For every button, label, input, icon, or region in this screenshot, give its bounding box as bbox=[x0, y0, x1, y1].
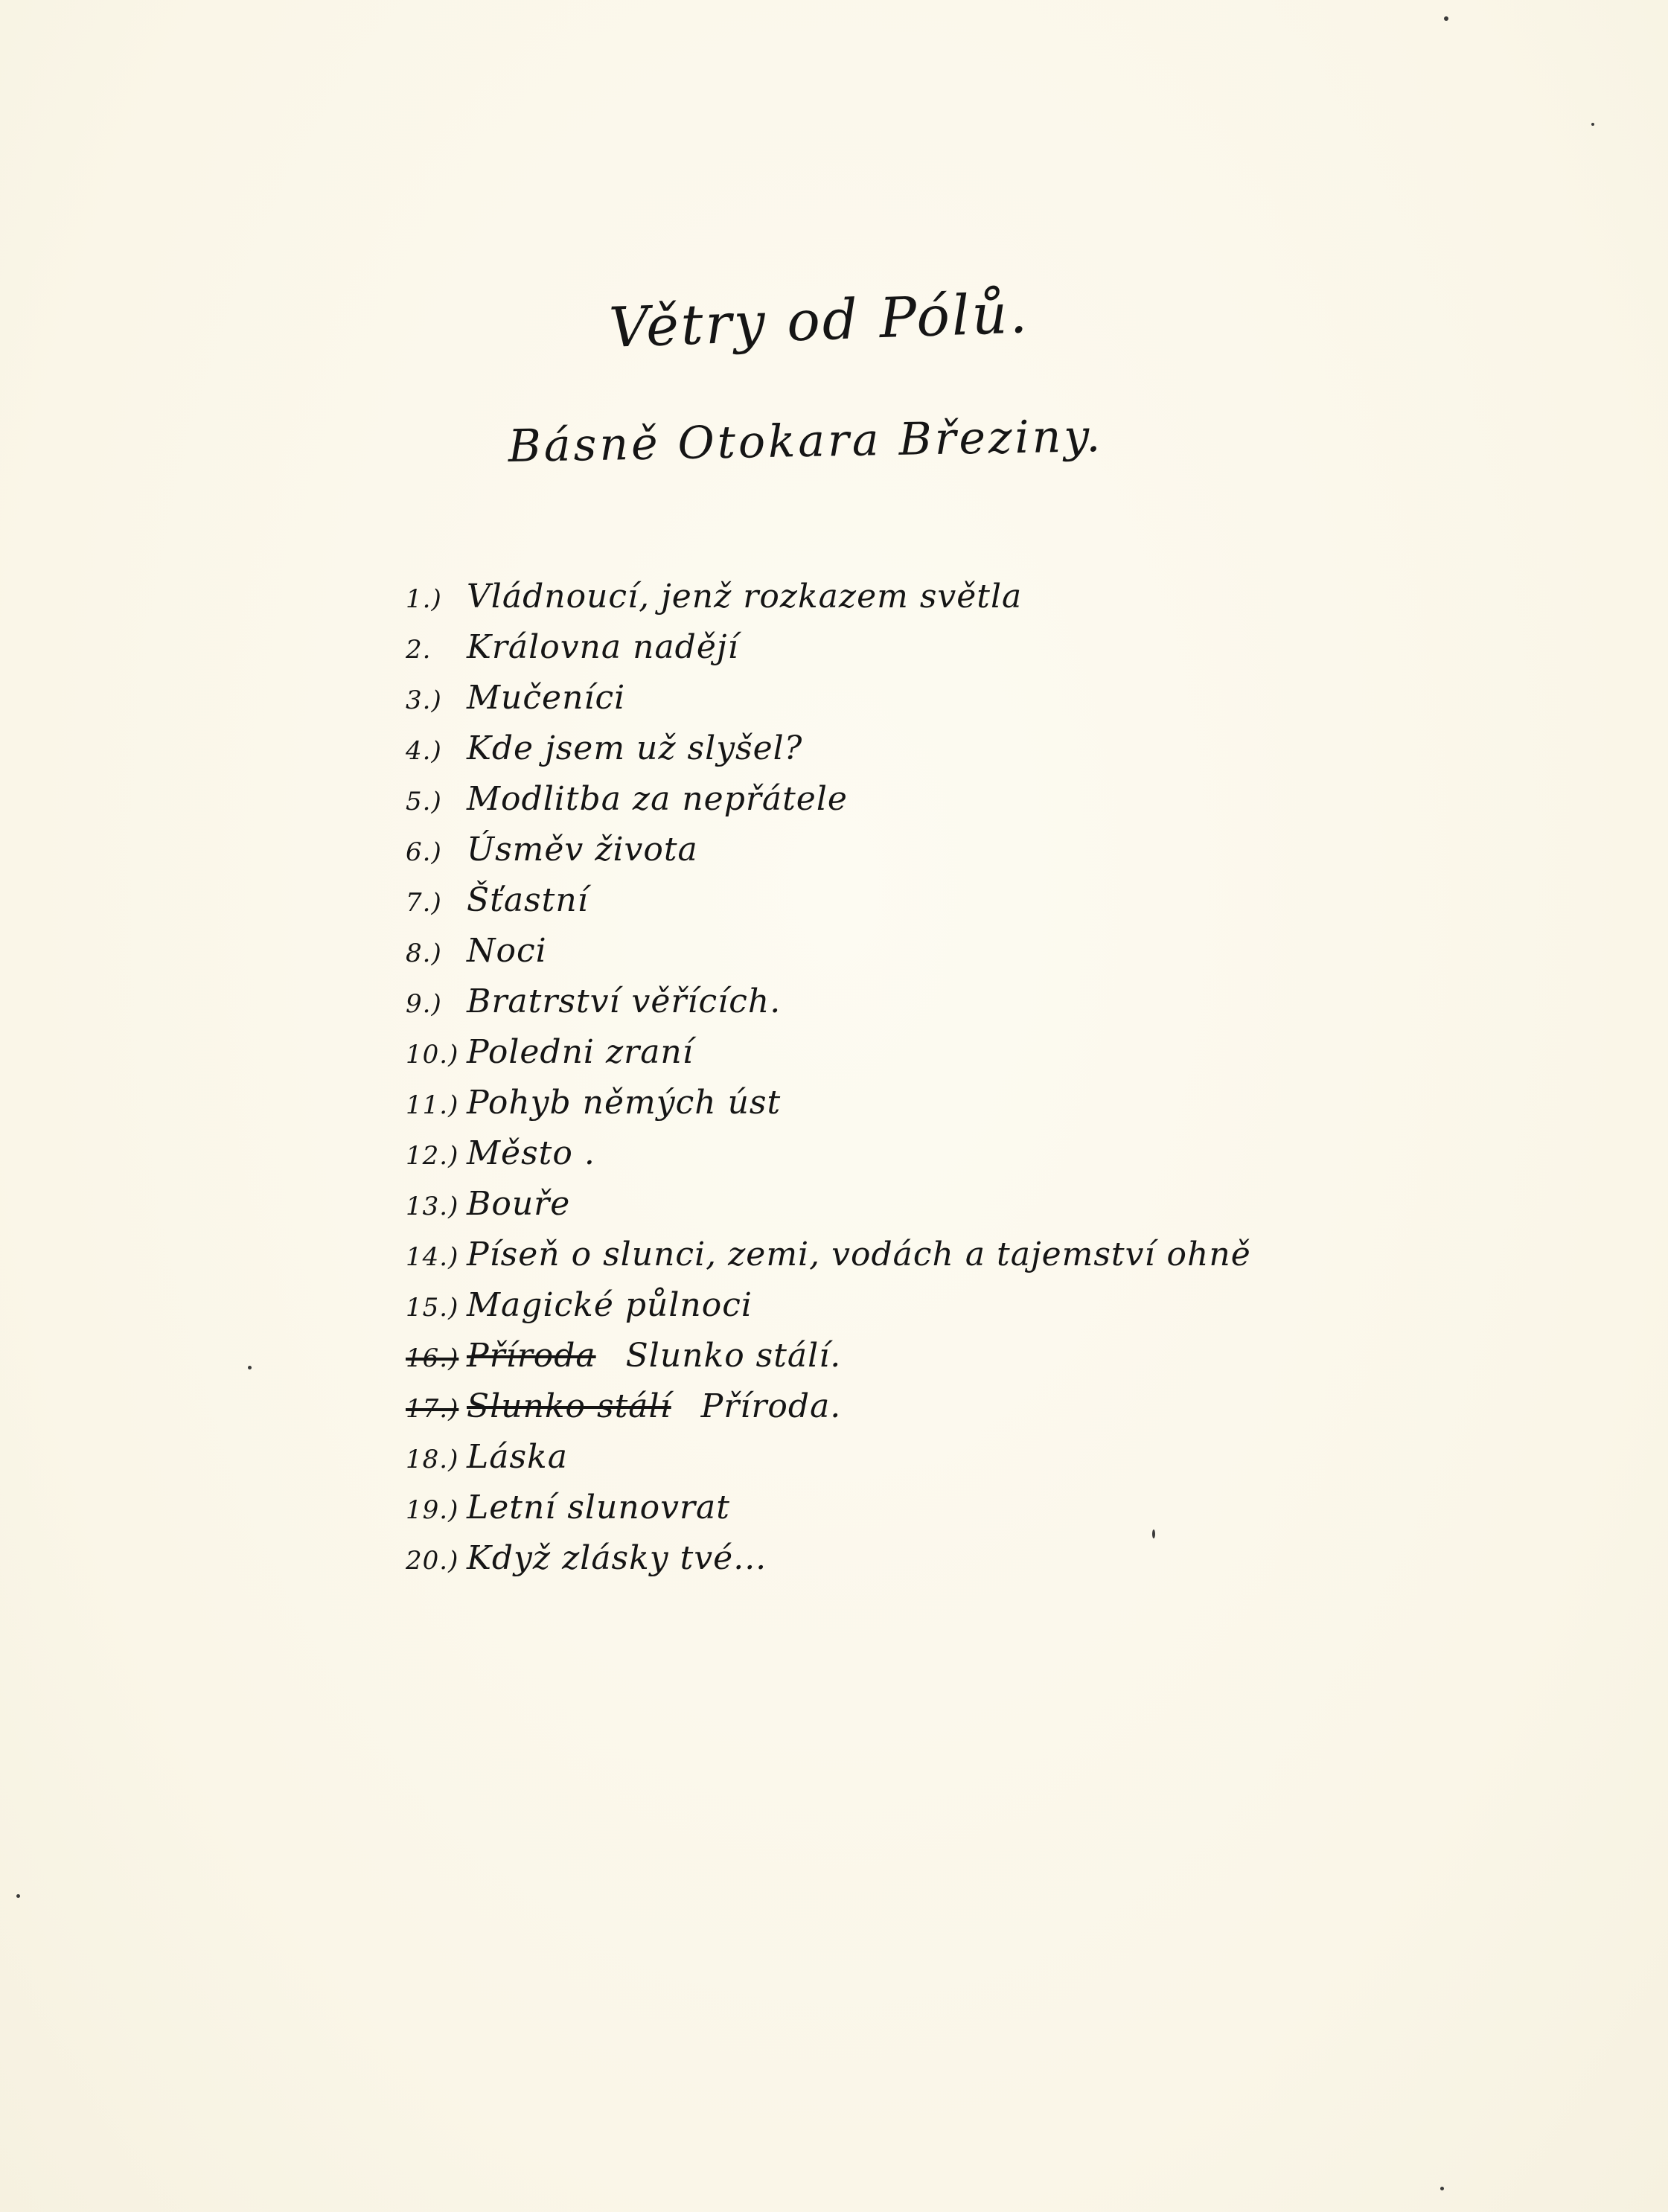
item-number: 16.) bbox=[406, 1343, 459, 1373]
item-number: 7.) bbox=[406, 888, 442, 918]
item-number: 12.) bbox=[406, 1141, 459, 1171]
item-number: 13.) bbox=[406, 1192, 459, 1221]
list-item bbox=[406, 1383, 841, 1431]
item-number: 17.) bbox=[406, 1394, 459, 1424]
list-item bbox=[406, 1029, 694, 1076]
item-number: 10.) bbox=[406, 1040, 459, 1070]
item-title: Láska bbox=[467, 1438, 568, 1476]
page-subtitle: Básně Otokara Březiny. bbox=[508, 410, 1104, 473]
list-item bbox=[406, 624, 739, 671]
item-number: 4.) bbox=[406, 736, 442, 766]
list-item bbox=[406, 1535, 767, 1582]
item-title: Magické půlnoci bbox=[467, 1286, 752, 1324]
page-title: Větry od Pólů. bbox=[607, 281, 1031, 360]
list-item bbox=[406, 776, 848, 823]
list-item bbox=[406, 1282, 752, 1329]
list-item bbox=[406, 927, 547, 975]
item-title: Pohyb němých úst bbox=[467, 1084, 782, 1122]
item-number: 15.) bbox=[406, 1293, 459, 1323]
item-number: 1.) bbox=[406, 584, 442, 614]
item-title: Modlitba za nepřátele bbox=[467, 780, 848, 818]
item-title: Poledni zraní bbox=[467, 1033, 694, 1071]
list-item bbox=[406, 1484, 730, 1532]
item-title: Vládnoucí, jenž rozkazem světla bbox=[467, 578, 1023, 616]
item-number: 6.) bbox=[406, 837, 442, 867]
list-item bbox=[406, 1180, 570, 1228]
item-title: Šťastní bbox=[467, 881, 589, 919]
table-of-contents bbox=[406, 573, 1251, 1577]
item-number: 14.) bbox=[406, 1242, 459, 1272]
item-title: Píseň o slunci, zemi, vodách a tajemství ohně bbox=[467, 1236, 1251, 1273]
list-item bbox=[406, 877, 589, 924]
paper-speck bbox=[1591, 123, 1594, 126]
list-item bbox=[406, 573, 1022, 621]
list-item bbox=[406, 1079, 781, 1127]
paper-speck bbox=[248, 1366, 252, 1369]
corrected-title: Příroda. bbox=[700, 1387, 842, 1425]
paper-speck bbox=[16, 1894, 20, 1898]
paper-speck bbox=[1444, 16, 1448, 21]
item-title: Bratrství věřících. bbox=[467, 982, 782, 1020]
list-item bbox=[406, 1433, 568, 1481]
list-item bbox=[406, 725, 802, 773]
item-title: Královna nadějí bbox=[467, 628, 739, 666]
list-item bbox=[406, 1130, 595, 1177]
list-item bbox=[406, 1332, 841, 1380]
item-title: Letní slunovrat bbox=[467, 1489, 730, 1527]
struck-title: Slunko stálí bbox=[467, 1387, 671, 1425]
item-number: 20.) bbox=[406, 1546, 459, 1576]
item-number: 19.) bbox=[406, 1495, 459, 1525]
struck-title: Příroda bbox=[467, 1337, 596, 1375]
paper-speck bbox=[1152, 1529, 1155, 1538]
list-item bbox=[406, 978, 781, 1026]
item-title: Mučeníci bbox=[467, 679, 626, 717]
corrected-title: Slunko stálí. bbox=[625, 1337, 842, 1375]
paper-speck bbox=[1440, 2187, 1444, 2190]
item-title: Když zlásky tvé... bbox=[467, 1539, 767, 1577]
list-item bbox=[406, 826, 698, 874]
item-number: 18.) bbox=[406, 1445, 459, 1474]
item-number: 8.) bbox=[406, 939, 442, 968]
list-item bbox=[406, 1231, 1251, 1279]
item-title: Bouře bbox=[467, 1185, 571, 1223]
item-title: Úsměv života bbox=[467, 831, 698, 869]
item-number: 3.) bbox=[406, 685, 442, 715]
item-number: 5.) bbox=[406, 787, 442, 816]
list-item bbox=[406, 674, 625, 722]
item-number: 11.) bbox=[406, 1090, 459, 1120]
item-number: 9.) bbox=[406, 989, 442, 1019]
item-title: Noci bbox=[467, 932, 547, 970]
item-title: Kde jsem už slyšel? bbox=[467, 729, 803, 767]
item-number: 2. bbox=[406, 635, 432, 665]
item-title: Město . bbox=[467, 1134, 595, 1172]
